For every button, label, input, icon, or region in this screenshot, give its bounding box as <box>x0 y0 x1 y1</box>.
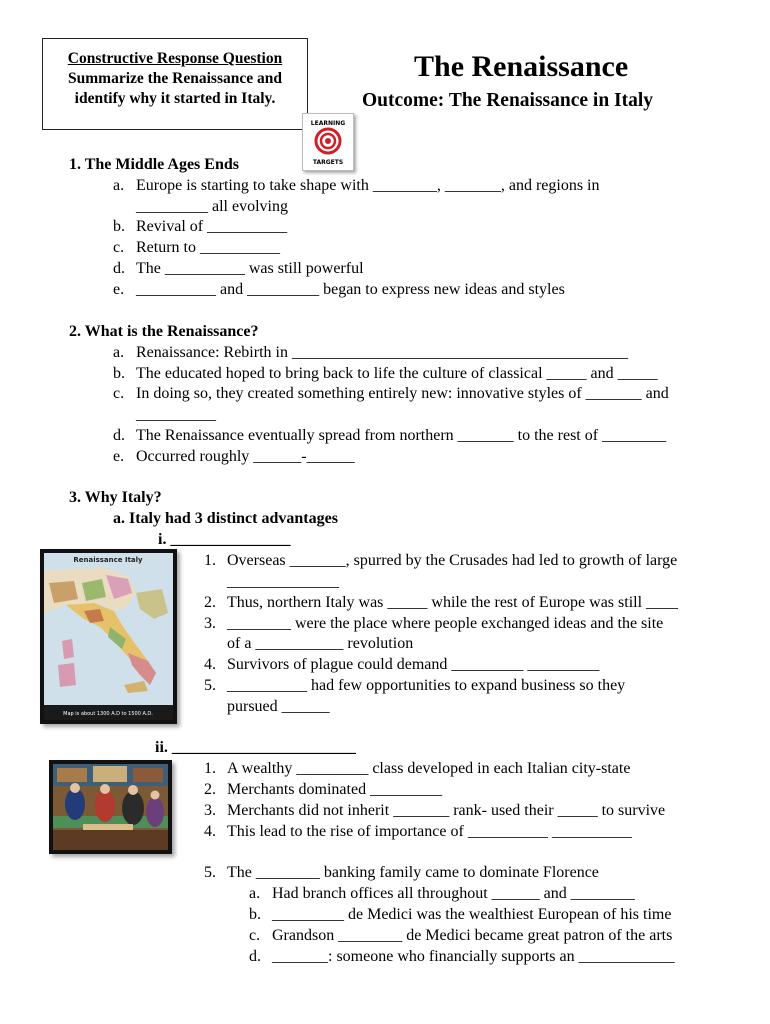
s3-ii-item-2: Merchants dominated _________ <box>227 781 443 798</box>
s3-i-item-1-cont: ______________ <box>227 573 339 590</box>
badge-text-learning: LEARNING <box>310 120 346 127</box>
list-marker: b. <box>113 218 125 235</box>
s3-ii-blank: ii. _______________________ <box>155 739 356 756</box>
list-marker: 2. <box>204 594 216 611</box>
list-marker: 2. <box>204 781 216 798</box>
s3-i-item-2: Thus, northern Italy was _____ while the rest of Europe was still ____ <box>227 594 679 611</box>
list-marker: b. <box>249 906 261 923</box>
learning-targets-icon <box>302 113 354 171</box>
list-marker: a. <box>249 885 261 902</box>
s3-ii-item-5: The ________ banking family came to dominate Florence <box>227 864 599 881</box>
crq-line-2: identify why it started in Italy. <box>74 90 276 107</box>
s1-item-a-cont: _________ all evolving <box>136 198 288 215</box>
map-title: Renaissance Italy <box>73 556 143 564</box>
s3-ii-item-1: A wealthy _________ class developed in each Italian city-state <box>227 760 631 777</box>
list-marker: b. <box>113 365 125 382</box>
section-2-heading: 2. What is the Renaissance? <box>69 323 259 340</box>
list-marker: e. <box>113 281 125 298</box>
s3-ii-item-5b: _________ de Medici was the wealthiest European of his time <box>272 906 672 923</box>
s3-subheading-a: a. Italy had 3 distinct advantages <box>113 510 338 527</box>
s1-item-c: Return to __________ <box>136 239 280 256</box>
badge-text-targets: TARGETS <box>312 159 344 166</box>
s2-item-a: Renaissance: Rebirth in __________________________________________ <box>136 344 628 361</box>
s3-i-item-3: ________ were the place where people exchanged ideas and the site <box>227 615 664 632</box>
s3-ii-item-4: This lead to the rise of importance of __________ __________ <box>227 823 632 840</box>
s3-i-item-5: __________ had few opportunities to expand business so they <box>227 677 626 694</box>
s1-item-b: Revival of __________ <box>136 218 288 235</box>
s3-i-item-1: Overseas _______, spurred by the Crusades had led to growth of large <box>227 552 678 569</box>
s3-i-item-5-cont: pursued ______ <box>227 698 330 715</box>
list-marker: d. <box>249 948 261 965</box>
merchants-painting <box>49 760 172 854</box>
section-3-heading: 3. Why Italy? <box>69 489 162 506</box>
s3-i-blank: i. _______________ <box>158 531 291 548</box>
list-marker: c. <box>249 927 261 944</box>
list-marker: d. <box>113 260 125 277</box>
s1-item-d: The __________ was still powerful <box>136 260 364 277</box>
s1-item-a: Europe is starting to take shape with ________, _______, and regions in <box>136 177 600 194</box>
list-marker: 3. <box>204 802 216 819</box>
s3-ii-item-5c: Grandson ________ de Medici became great patron of the arts <box>272 927 673 944</box>
list-marker: a. <box>113 344 125 361</box>
list-marker: a. <box>113 177 125 194</box>
s2-item-c: In doing so, they created something entirely new: innovative styles of _______ and <box>136 385 669 402</box>
list-marker: 4. <box>204 656 216 673</box>
page-outcome: Outcome: The Renaissance in Italy <box>362 90 654 111</box>
list-marker: 1. <box>204 552 216 569</box>
list-marker: c. <box>113 385 125 402</box>
list-marker: 1. <box>204 760 216 777</box>
constructive-response-box <box>42 38 308 130</box>
s3-i-item-3-cont: of a ___________ revolution <box>227 635 414 652</box>
renaissance-italy-map <box>40 549 177 724</box>
s2-item-e: Occurred roughly ______-______ <box>136 448 355 465</box>
s3-ii-item-3: Merchants did not inherit _______ rank- used their _____ to survive <box>227 802 666 819</box>
crq-line-1: Summarize the Renaissance and <box>68 70 282 87</box>
s2-item-c-cont: __________ <box>136 406 216 423</box>
crq-title: Constructive Response Question <box>67 50 283 67</box>
s2-item-b: The educated hoped to bring back to life the culture of classical _____ and _____ <box>136 365 658 382</box>
list-marker: 5. <box>204 864 216 881</box>
list-marker: d. <box>113 427 125 444</box>
s3-ii-item-5a: Had branch offices all throughout ______ and ________ <box>272 885 635 902</box>
list-marker: 4. <box>204 823 216 840</box>
map-caption: Map is about 1300 A.D to 1500 A.D. <box>63 711 153 717</box>
page-title: The Renaissance <box>414 50 629 83</box>
s2-item-d: The Renaissance eventually spread from northern _______ to the rest of ________ <box>136 427 667 444</box>
list-marker: e. <box>113 448 125 465</box>
s1-item-e: __________ and _________ began to express new ideas and styles <box>136 281 565 298</box>
list-marker: 5. <box>204 677 216 694</box>
section-1-heading: 1. The Middle Ages Ends <box>69 156 239 173</box>
s3-ii-item-5d: _______: someone who financially supports an ____________ <box>272 948 675 965</box>
list-marker: c. <box>113 239 125 256</box>
s3-i-item-4: Survivors of plague could demand _________ _________ <box>227 656 600 673</box>
list-marker: 3. <box>204 615 216 632</box>
